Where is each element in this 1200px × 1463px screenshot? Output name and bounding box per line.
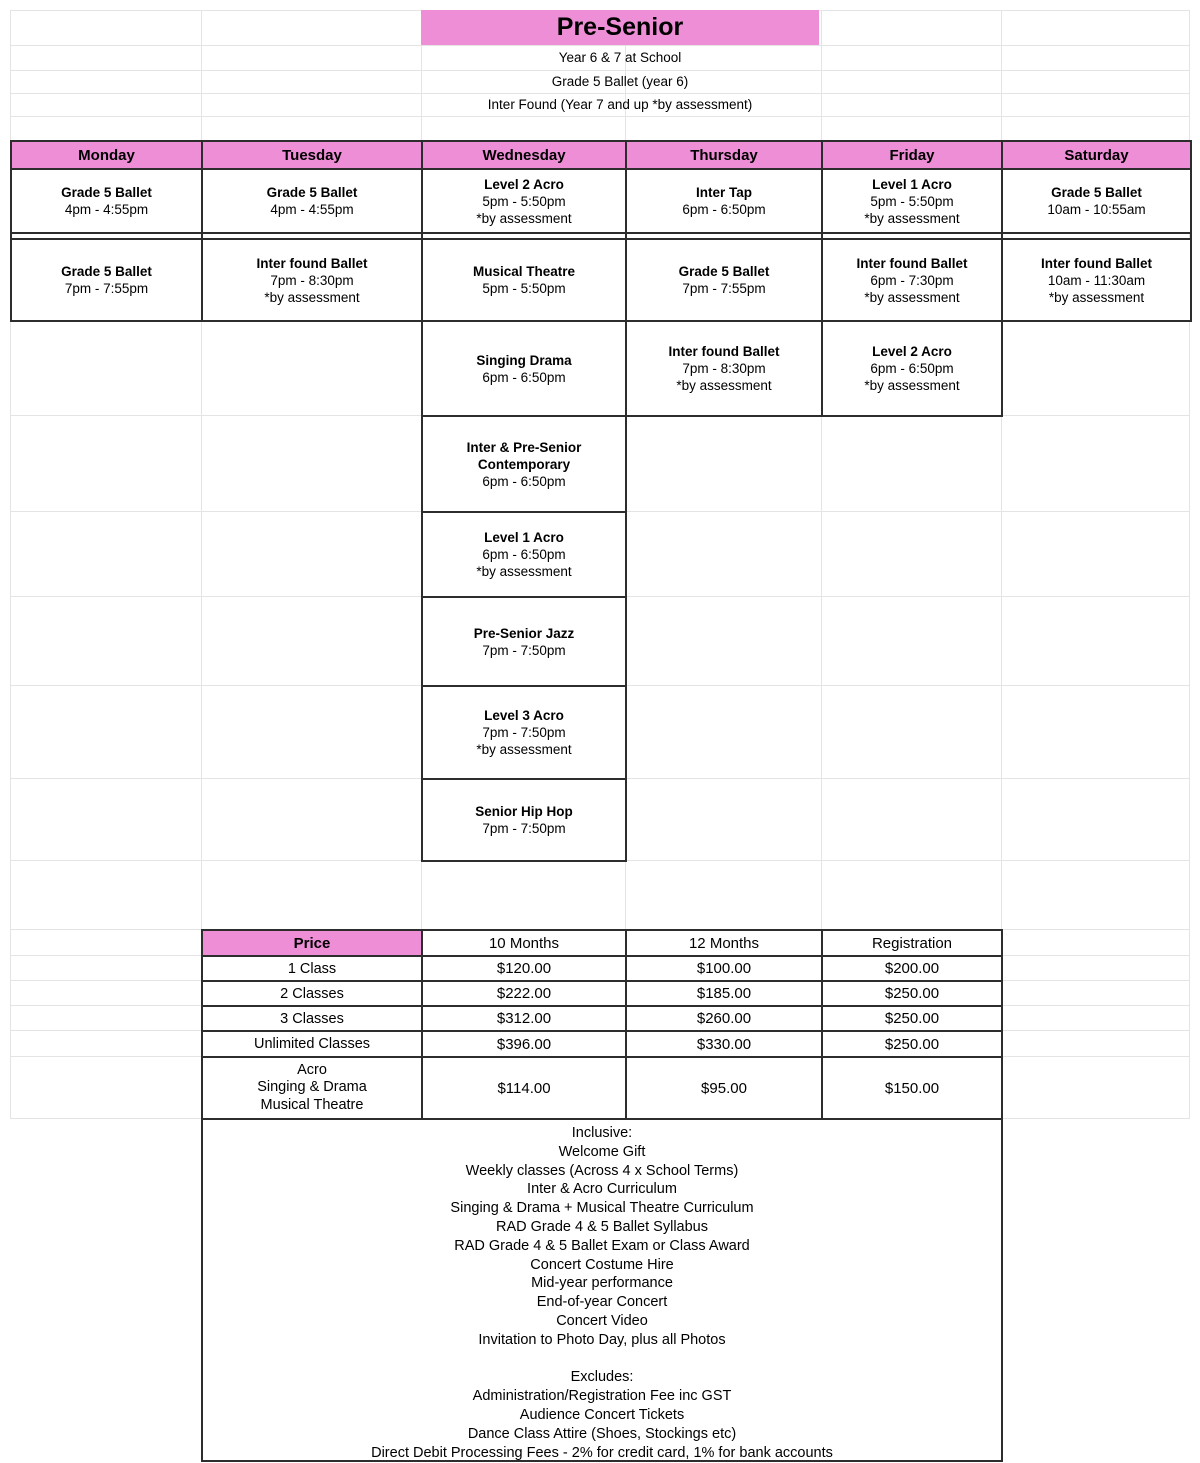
class-time: 6pm - 6:50pm [482,547,566,562]
class-cell-thursday-1 [625,168,823,234]
class-cell-wednesday-2 [421,238,627,322]
class-cell-saturday-1 [1001,168,1192,234]
class-time: 5pm - 5:50pm [482,281,566,296]
class-name: Grade 5 Ballet [61,264,152,279]
price-table-header-registration: Registration [821,929,1003,957]
price-value: $95.00 [625,1056,823,1120]
class-time: 6pm - 7:30pm [870,272,954,288]
inclusions-exclusions-block [201,1118,1003,1462]
class-note: *by assessment [864,210,960,226]
program-title-banner [421,10,819,45]
class-note: *by assessment [476,210,572,226]
class-cell-tuesday-2 [201,238,423,322]
class-cell-friday-3 [821,320,1003,417]
class-time: 5pm - 5:50pm [482,193,566,209]
class-time: 7pm - 7:55pm [682,281,766,296]
class-time: 5pm - 5:50pm [870,193,954,209]
class-cell-wednesday-3 [421,320,627,417]
grid-connector [1190,230,1192,240]
price-value: $185.00 [625,980,823,1007]
subtitle-ballet: Grade 5 Ballet (year 6) [551,74,689,89]
class-cell-saturday-2 [1001,238,1192,322]
notes-line: RAD Grade 4 & 5 Ballet Exam or Class Award [454,1237,750,1254]
class-cell-wednesday-6 [421,596,627,687]
class-cell-friday-2 [821,238,1003,322]
price-table-header-12months: 12 Months [625,929,823,957]
notes-line: Direct Debit Processing Fees - 2% for credit card, 1% for bank accounts [371,1444,833,1461]
class-name: Level 1 Acro [484,530,564,545]
class-note: *by assessment [264,289,360,305]
class-name: Grade 5 Ballet [266,185,358,200]
class-cell-friday-1 [821,168,1003,234]
grid-connector [421,230,423,240]
class-cell-thursday-2 [625,238,823,322]
gridline [10,116,1190,117]
notes-line: Inclusive: [571,1125,633,1141]
class-name: Inter found Ballet [256,255,368,271]
notes-line: Dance Class Attire (Shoes, Stockings etc) [467,1425,737,1442]
notes-line: Administration/Registration Fee inc GST [472,1388,732,1405]
class-name: Inter found Ballet [668,344,780,359]
grid-connector [625,230,627,240]
class-name: Grade 5 Ballet [61,185,152,200]
class-time: 6pm - 6:50pm [482,369,566,385]
notes-line: Excludes: [570,1369,634,1386]
class-time: 10am - 10:55am [1047,202,1146,217]
class-name: Inter found Ballet [856,255,968,271]
notes-line: Weekly classes (Across 4 x School Terms) [465,1162,739,1179]
day-header-friday: Friday [821,140,1003,170]
day-header-saturday: Saturday [1001,140,1192,170]
class-time: 6pm - 6:50pm [482,473,566,489]
class-cell-tuesday-1 [201,168,423,234]
price-value: $330.00 [625,1030,823,1058]
price-value: $114.00 [421,1056,627,1120]
price-row-label-line: Singing & Drama [257,1079,367,1096]
class-time: 4pm - 4:55pm [270,202,354,217]
price-row-label: 1 Class [201,955,423,982]
class-cell-wednesday-8 [421,778,627,862]
price-value: $250.00 [821,980,1003,1007]
class-name: Level 2 Acro [872,344,952,359]
price-value: $312.00 [421,1005,627,1032]
notes-line: Inter & Acro Curriculum [527,1181,677,1198]
class-cell-wednesday-7 [421,685,627,780]
class-cell-wednesday-5 [421,511,627,598]
day-header-wednesday: Wednesday [421,140,627,170]
notes-line: Welcome Gift [558,1143,646,1160]
price-table-header-price: Price [201,929,423,957]
class-cell-wednesday-4 [421,415,627,513]
class-name: Pre-Senior Jazz [473,625,575,641]
class-name: Inter Tap [695,185,752,200]
day-header-thursday: Thursday [625,140,823,170]
class-name: Level 1 Acro [872,176,952,192]
class-note: *by assessment [476,564,572,579]
price-value: $250.00 [821,1005,1003,1032]
day-header-monday: Monday [10,140,203,170]
class-time: 7pm - 8:30pm [270,272,354,288]
notes-line: RAD Grade 4 & 5 Ballet Syllabus [496,1218,708,1235]
notes-line: Audience Concert Tickets [519,1406,685,1423]
price-value: $250.00 [821,1030,1003,1058]
grid-connector [821,230,823,240]
price-table-header-10months: 10 Months [421,929,627,957]
class-time: 7pm - 7:50pm [482,642,566,658]
class-cell-monday-2 [10,238,203,322]
price-row-label-line: Acro [297,1061,327,1078]
price-row-label: 3 Classes [201,1005,423,1032]
class-note: *by assessment [864,289,960,305]
grid-connector [1001,230,1003,240]
notes-line: Mid-year performance [531,1275,673,1292]
price-row-label [201,1056,423,1120]
price-row-label: Unlimited Classes [201,1030,423,1058]
price-row-label-line: Musical Theatre [260,1096,364,1113]
class-name: Inter found Ballet [1041,255,1152,271]
class-name: Grade 5 Ballet [1051,185,1142,200]
class-time: 10am - 11:30am [1047,272,1146,288]
class-cell-monday-1 [10,168,203,234]
notes-line [203,1350,1001,1369]
class-time: 7pm - 7:55pm [64,281,149,296]
day-header-tuesday: Tuesday [201,140,423,170]
class-cell-wednesday-1 [421,168,627,234]
page-title: Pre-Senior [556,13,684,41]
price-value: $222.00 [421,980,627,1007]
class-name: Level 3 Acro [484,708,564,723]
class-name: Grade 5 Ballet [678,264,770,279]
subtitle-year: Year 6 & 7 at School [558,50,682,65]
price-value: $120.00 [421,955,627,982]
class-time: 6pm - 6:50pm [870,361,954,376]
grid-connector [10,230,12,240]
class-note: *by assessment [1048,289,1145,305]
class-name: Singing Drama [476,352,572,368]
price-value: $100.00 [625,955,823,982]
class-note: *by assessment [864,378,960,393]
class-note: *by assessment [476,742,572,757]
notes-line: Singing & Drama + Musical Theatre Curriculum [450,1200,754,1217]
notes-line: Invitation to Photo Day, plus all Photos [478,1331,726,1348]
class-name: Musical Theatre [472,264,576,279]
class-time: 7pm - 7:50pm [482,725,566,740]
notes-line: End-of-year Concert [536,1294,668,1311]
class-name: Inter & Pre-Senior Contemporary [466,439,582,472]
price-value: $200.00 [821,955,1003,982]
notes-line: Concert Video [556,1312,648,1329]
price-value: $396.00 [421,1030,627,1058]
class-name: Level 2 Acro [484,176,564,192]
price-value: $150.00 [821,1056,1003,1120]
subtitle-interfound: Inter Found (Year 7 and up *by assessment) [487,97,753,112]
price-row-label: 2 Classes [201,980,423,1007]
price-value: $260.00 [625,1005,823,1032]
notes-line: Concert Costume Hire [530,1256,674,1273]
class-time: 7pm - 7:50pm [482,821,566,836]
class-time: 4pm - 4:55pm [64,202,149,217]
class-name: Senior Hip Hop [475,804,573,819]
class-cell-thursday-3 [625,320,823,417]
class-time: 7pm - 8:30pm [682,361,766,376]
grid-connector [201,230,203,240]
class-time: 6pm - 6:50pm [682,202,766,217]
class-note: *by assessment [676,378,772,393]
